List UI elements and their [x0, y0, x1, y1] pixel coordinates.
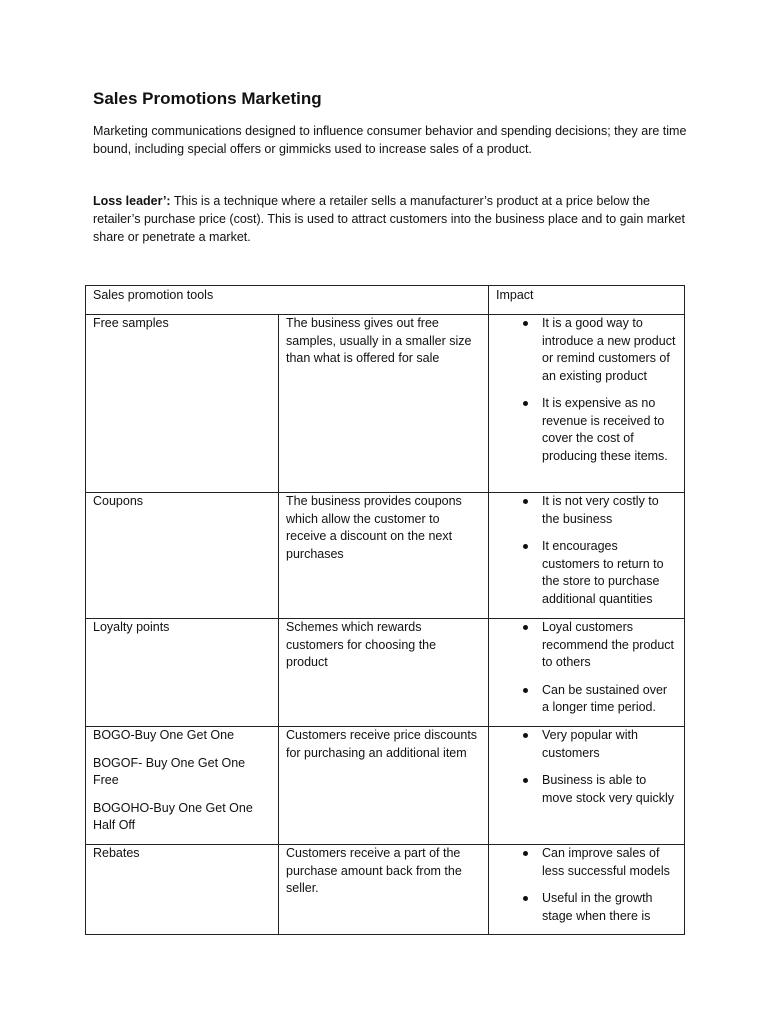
loss-leader-term: Loss leader’: — [93, 194, 171, 208]
impact-item: Loyal customers recommend the product to others — [496, 619, 677, 672]
impact-list — [496, 619, 677, 717]
impact-cell — [489, 619, 685, 727]
description-cell — [279, 619, 489, 727]
impact-list — [496, 493, 677, 608]
description-cell — [279, 493, 489, 619]
tool-name: BOGOHO-Buy One Get One Half Off — [93, 800, 253, 832]
tool-cell — [86, 315, 279, 493]
tool-name: Coupons — [93, 494, 144, 508]
table-row — [86, 845, 685, 935]
tool-name: BOGOF- Buy One Get One Free — [93, 755, 246, 787]
intro-paragraph: Marketing communications designed to influence consumer behavior and spending decisions; they are time bound, including special offers or gimmicks used to increase sales of a product. — [93, 124, 687, 156]
tool-name: BOGO-Buy One Get One — [93, 728, 235, 742]
tool-description: Schemes which rewards customers for choosing the product — [286, 620, 437, 669]
tool-cell — [86, 619, 279, 727]
impact-item: Business is able to move stock very quickly — [496, 772, 677, 807]
impact-cell — [489, 493, 685, 619]
impact-cell — [489, 727, 685, 845]
loss-leader-paragraph — [93, 192, 693, 246]
impact-item: It is expensive as no revenue is received to cover the cost of producing these items. — [496, 395, 677, 465]
tool-name: Free samples — [93, 316, 169, 330]
tool-name: Loyalty points — [93, 620, 170, 634]
impact-item: Can be sustained over a longer time period. — [496, 682, 677, 717]
impact-cell — [489, 315, 685, 493]
table-row — [86, 493, 685, 619]
impact-item: Useful in the growth stage when there is — [496, 890, 677, 925]
impact-item: It is a good way to introduce a new product or remind customers of an existing product — [496, 315, 677, 385]
promotion-table — [85, 285, 685, 935]
impact-item: It is not very costly to the business — [496, 493, 677, 528]
tool-cell — [86, 727, 279, 845]
impact-item: It encourages customers to return to the store to purchase additional quantities — [496, 538, 677, 608]
tool-cell — [86, 845, 279, 935]
tool-name: Rebates — [93, 846, 140, 860]
tool-cell — [86, 493, 279, 619]
table-row — [86, 727, 685, 845]
impact-list — [496, 727, 677, 807]
header-tools: Sales promotion tools — [86, 286, 489, 315]
header-impact: Impact — [489, 286, 685, 315]
impact-item: Can improve sales of less successful models — [496, 845, 677, 880]
impact-list — [496, 845, 677, 925]
tool-description: The business gives out free samples, usually in a smaller size than what is offered for sale — [286, 316, 472, 365]
tool-description: The business provides coupons which allow the customer to receive a discount on the next purchases — [286, 494, 462, 561]
description-cell — [279, 727, 489, 845]
impact-cell — [489, 845, 685, 935]
description-cell — [279, 315, 489, 493]
description-cell — [279, 845, 489, 935]
tool-description: Customers receive a part of the purchase amount back from the seller. — [286, 846, 462, 895]
impact-list — [496, 315, 677, 465]
tool-description: Customers receive price discounts for purchasing an additional item — [286, 728, 478, 760]
impact-item: Very popular with customers — [496, 727, 677, 762]
table-row — [86, 315, 685, 493]
loss-leader-text: This is a technique where a retailer sells a manufacturer’s product at a price below the retailer’s purchase price (cost). This is used to attract customers into the business place and to gain market share or penetrate a market. — [93, 194, 685, 244]
table-row — [86, 619, 685, 727]
document-title: Sales Promotions Marketing — [93, 89, 322, 108]
document-body — [93, 88, 693, 246]
table-header-row — [86, 286, 685, 315]
